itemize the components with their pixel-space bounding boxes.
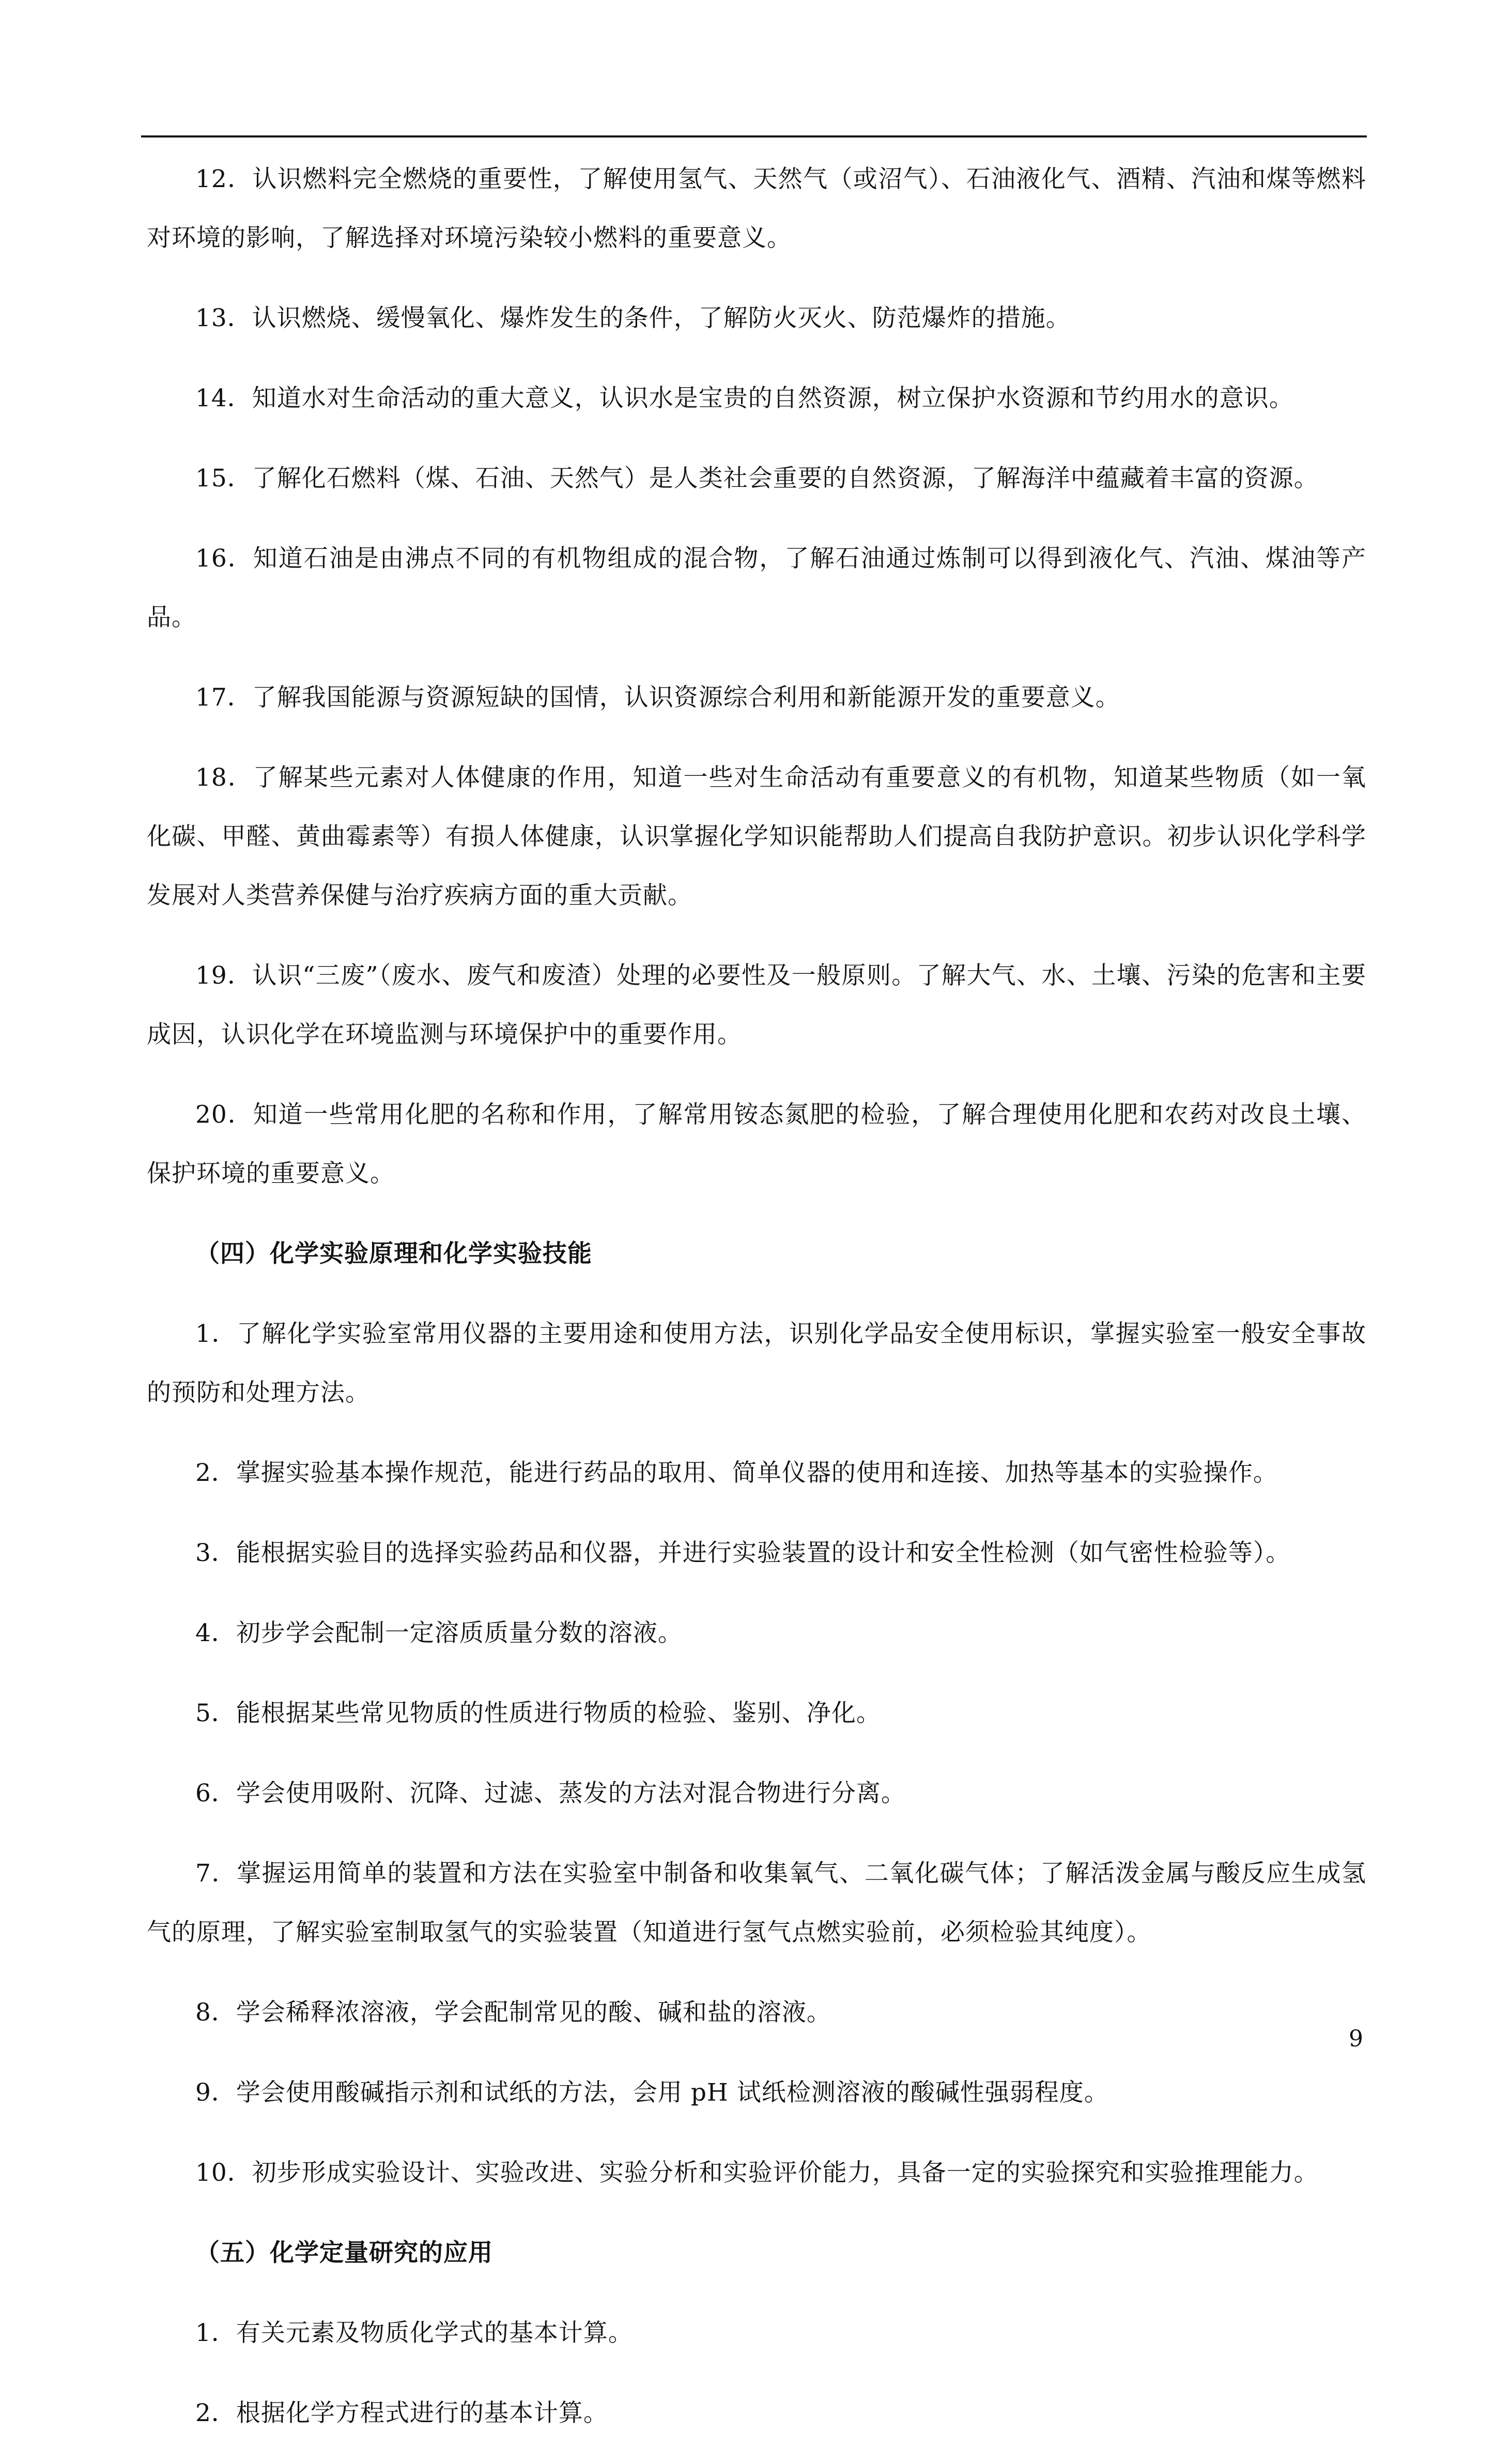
paragraph-lab-10: 10．初步形成实验设计、实验改进、实验分析和实验评价能力，具备一定的实验探究和实验推理能力。 <box>195 2159 1319 2187</box>
paragraph-item-14: 14．知道水对生命活动的重大意义，认识水是宝贵的自然资源，树立保护水资源和节约用水的意识。 <box>195 384 1294 412</box>
paragraph-item-15: 15．了解化石燃料（煤、石油、天然气）是人类社会重要的自然资源，了解海洋中蕴藏着丰富的资源。 <box>195 464 1319 493</box>
header-rule <box>141 135 1367 137</box>
paragraph-lab-9: 9．学会使用酸碱指示剂和试纸的方法，会用 pH 试纸检测溶液的酸碱性强弱程度。 <box>195 2078 1109 2107</box>
paragraph-lab-3: 3．能根据实验目的选择实验药品和仪器，并进行实验装置的设计和安全性检测（如气密性检验等）。 <box>195 1539 1291 1567</box>
paragraph-lab-2: 2．掌握实验基本操作规范，能进行药品的取用、简单仪器的使用和连接、加热等基本的实验操作。 <box>195 1459 1278 1487</box>
paragraph-calc-1: 1．有关元素及物质化学式的基本计算。 <box>195 2319 633 2347</box>
paragraph-lab-6: 6．学会使用吸附、沉降、过滤、蒸发的方法对混合物进行分离。 <box>195 1779 906 1808</box>
paragraph-calc-2: 2．根据化学方程式进行的基本计算。 <box>195 2399 608 2427</box>
paragraph-item-13: 13．认识燃烧、缓慢氧化、爆炸发生的条件，了解防火灭火、防范爆炸的措施。 <box>195 304 1071 332</box>
paragraph-lab-5: 5．能根据某些常见物质的性质进行物质的检验、鉴别、净化。 <box>195 1699 881 1727</box>
paragraph-item-20: 20．知道一些常用化肥的名称和作用，了解常用铵态氮肥的检验，了解合理使用化肥和农药对改良土壤、保护环境的重要意义。 <box>147 1100 1366 1188</box>
section-heading-5: （五）化学定量研究的应用 <box>195 2239 493 2267</box>
paragraph-lab-4: 4．初步学会配制一定溶质质量分数的溶液。 <box>195 1619 683 1647</box>
paragraph-lab-1: 1．了解化学实验室常用仪器的主要用途和使用方法，识别化学品安全使用标识，掌握实验室一般安全事故的预防和处理方法。 <box>147 1320 1366 1407</box>
section-heading-4: （四）化学实验原理和化学实验技能 <box>195 1239 592 1268</box>
document-body <box>147 150 1366 2464</box>
paragraph-item-17: 17．了解我国能源与资源短缺的国情，认识资源综合利用和新能源开发的重要意义。 <box>195 683 1120 712</box>
paragraph-item-18: 18．了解某些元素对人体健康的作用，知道一些对生命活动有重要意义的有机物，知道某些物质（如一氧化碳、甲醛、黄曲霉素等）有损人体健康，认识掌握化学知识能帮助人们提高自我防护意识。初步认识化学科学发展对人类营养保健与治疗疾病方面的重大贡献。 <box>147 763 1366 910</box>
paragraph-lab-7: 7．掌握运用简单的装置和方法在实验室中制备和收集氧气、二氧化碳气体；了解活泼金属与酸反应生成氢气的原理，了解实验室制取氢气的实验装置（知道进行氢气点燃实验前，必须检验其纯度）。 <box>147 1859 1366 1947</box>
paragraph-item-19: 19．认识“三废”（废水、废气和废渣）处理的必要性及一般原则。了解大气、水、土壤、污染的危害和主要成因，认识化学在环境监测与环境保护中的重要作用。 <box>147 961 1366 1049</box>
paragraph-item-12: 12．认识燃料完全燃烧的重要性，了解使用氢气、天然气（或沼气）、石油液化气、酒精、汽油和煤等燃料对环境的影响，了解选择对环境污染较小燃料的重要意义。 <box>147 165 1366 252</box>
paragraph-item-16: 16．知道石油是由沸点不同的有机物组成的混合物，了解石油通过炼制可以得到液化气、汽油、煤油等产品。 <box>147 544 1366 632</box>
paragraph-lab-8: 8．学会稀释浓溶液，学会配制常见的酸、碱和盐的溶液。 <box>195 1998 831 2027</box>
page-number: 9 <box>1349 2026 1363 2052</box>
